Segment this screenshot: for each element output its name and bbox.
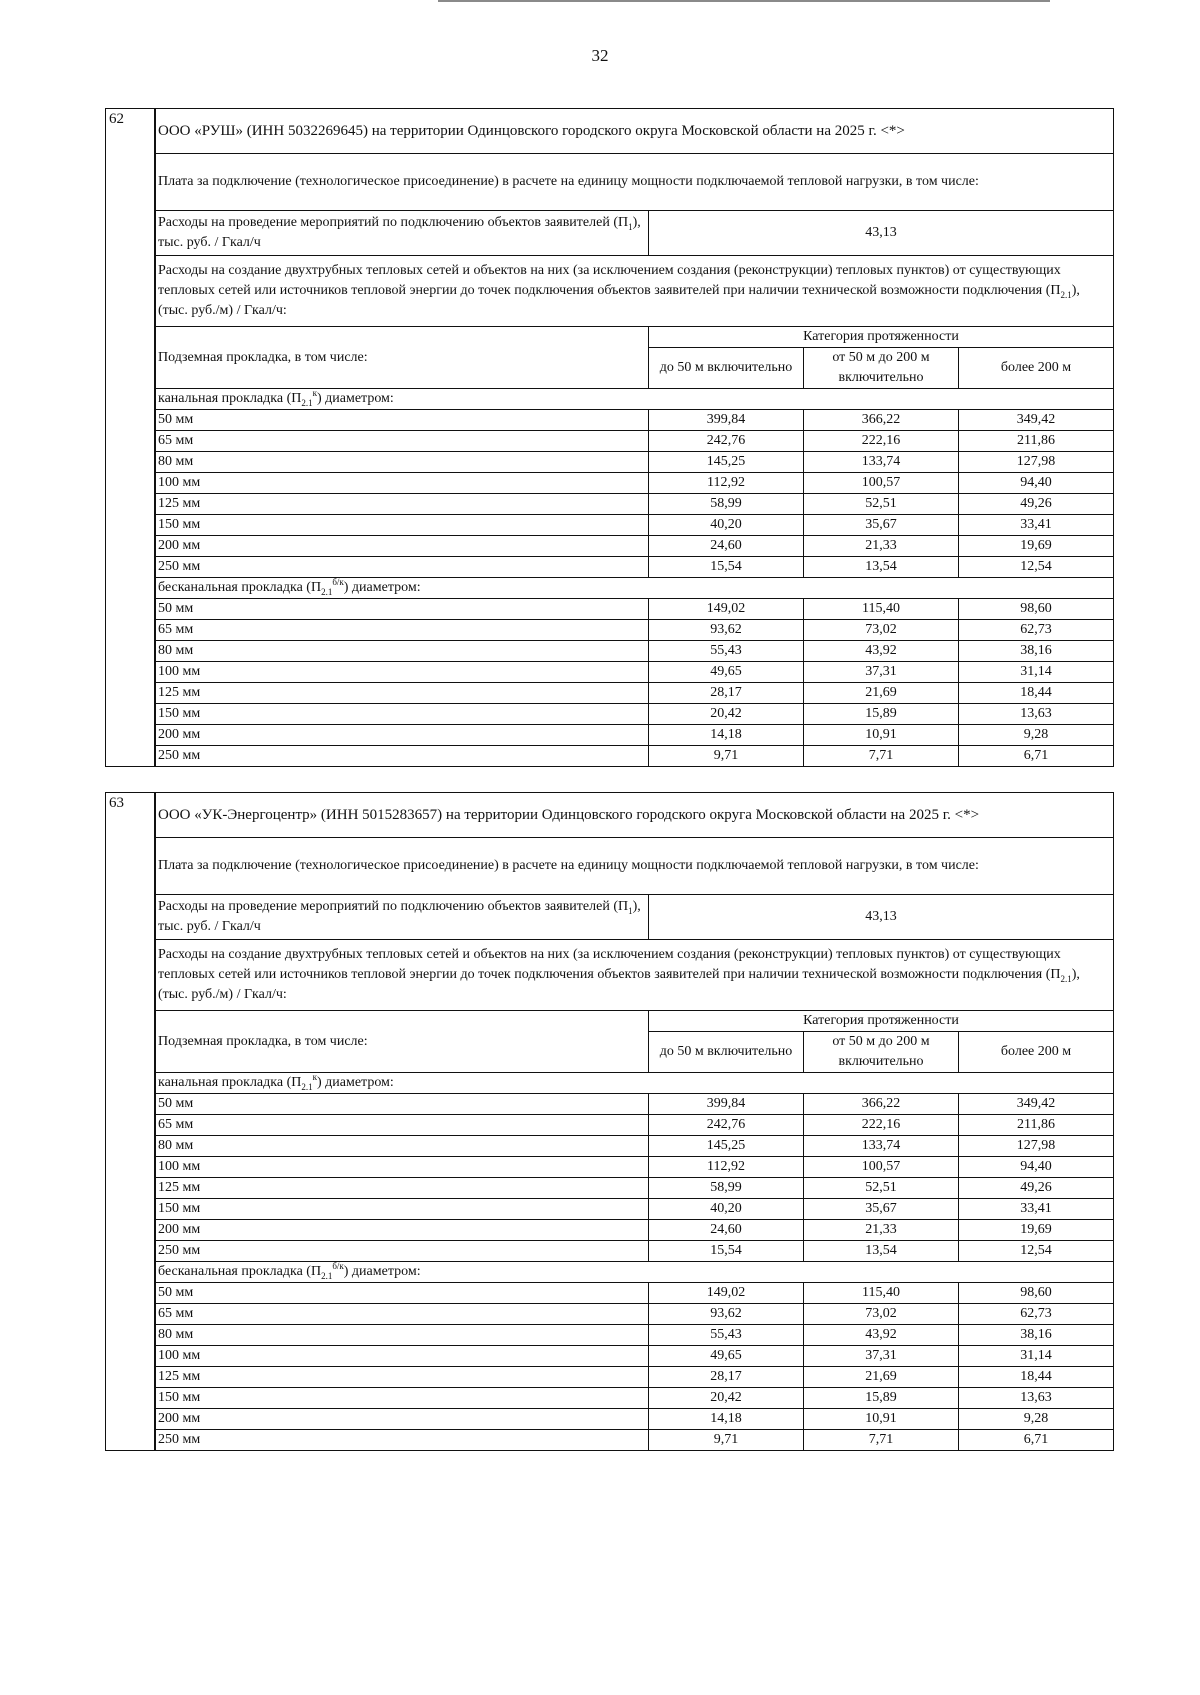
diameter-cell: 150 мм xyxy=(156,515,649,536)
value-up-to-50: 40,20 xyxy=(649,515,804,536)
diameter-cell: 250 мм xyxy=(156,557,649,578)
diameter-cell: 125 мм xyxy=(156,1178,649,1199)
value-50-to-200: 100,57 xyxy=(804,473,959,494)
diameter-cell: 80 мм xyxy=(156,641,649,662)
value-over-200: 62,73 xyxy=(959,1304,1114,1325)
value-up-to-50: 58,99 xyxy=(649,1178,804,1199)
value-up-to-50: 15,54 xyxy=(649,1241,804,1262)
p1-row xyxy=(156,211,1114,256)
value-50-to-200: 115,40 xyxy=(804,599,959,620)
channelless-diameter-row xyxy=(156,683,1114,704)
channelless-diameter-row xyxy=(156,662,1114,683)
diameter-cell: 125 мм xyxy=(156,1367,649,1388)
diameter-cell: 80 мм xyxy=(156,1325,649,1346)
underground-label: Подземная прокладка, в том числе: xyxy=(156,327,649,389)
fee-description: Плата за подключение (технологическое присоединение) в расчете на единицу мощности подключаемой тепловой нагрузки, в том числе: xyxy=(156,154,1114,211)
channelless-laying-header-row xyxy=(156,578,1114,599)
value-50-to-200: 10,91 xyxy=(804,725,959,746)
value-up-to-50: 149,02 xyxy=(649,599,804,620)
value-up-to-50: 28,17 xyxy=(649,1367,804,1388)
value-over-200: 349,42 xyxy=(959,410,1114,431)
value-50-to-200: 7,71 xyxy=(804,746,959,767)
value-up-to-50: 149,02 xyxy=(649,1283,804,1304)
channelless-laying-header-row xyxy=(156,1262,1114,1283)
company-title: ООО «РУШ» (ИНН 5032269645) на территории Одинцовского городского округа Московской области на 2025 г. <*> xyxy=(156,109,1114,154)
value-up-to-50: 24,60 xyxy=(649,1220,804,1241)
channel-diameter-row xyxy=(156,1115,1114,1136)
value-50-to-200: 37,31 xyxy=(804,1346,959,1367)
diameter-cell: 50 мм xyxy=(156,1094,649,1115)
channel-diameter-row xyxy=(156,1199,1114,1220)
value-50-to-200: 7,71 xyxy=(804,1430,959,1451)
value-up-to-50: 14,18 xyxy=(649,1409,804,1430)
value-over-200: 98,60 xyxy=(959,1283,1114,1304)
diameter-cell: 250 мм xyxy=(156,1241,649,1262)
channel-laying-label: канальная прокладка $(П_{2.1}^к)$ диаметром: xyxy=(156,389,1114,410)
tariff-table xyxy=(155,108,1114,767)
value-over-200: 62,73 xyxy=(959,620,1114,641)
diameter-cell: 200 мм xyxy=(156,1409,649,1430)
value-up-to-50: 242,76 xyxy=(649,431,804,452)
diameter-cell: 150 мм xyxy=(156,704,649,725)
value-50-to-200: 15,89 xyxy=(804,704,959,725)
value-over-200: 127,98 xyxy=(959,1136,1114,1157)
value-up-to-50: 145,25 xyxy=(649,1136,804,1157)
channel-diameter-row xyxy=(156,494,1114,515)
value-over-200: 13,63 xyxy=(959,1388,1114,1409)
diameter-cell: 65 мм xyxy=(156,1115,649,1136)
channel-diameter-row xyxy=(156,1241,1114,1262)
column-header-50-to-200: от 50 м до 200 м включительно xyxy=(804,348,959,389)
value-50-to-200: 10,91 xyxy=(804,1409,959,1430)
value-over-200: 211,86 xyxy=(959,431,1114,452)
channel-laying-header-row xyxy=(156,389,1114,410)
channelless-diameter-row xyxy=(156,1325,1114,1346)
channelless-diameter-row xyxy=(156,1367,1114,1388)
value-up-to-50: 49,65 xyxy=(649,662,804,683)
diameter-cell: 125 мм xyxy=(156,494,649,515)
value-up-to-50: 242,76 xyxy=(649,1115,804,1136)
p1-row xyxy=(156,895,1114,940)
p1-label: Расходы на проведение мероприятий по подключению объектов заявителей $(П_1)$, тыс. руб. / Гкал/ч xyxy=(156,895,649,940)
value-up-to-50: 145,25 xyxy=(649,452,804,473)
diameter-cell: 65 мм xyxy=(156,431,649,452)
value-over-200: 9,28 xyxy=(959,725,1114,746)
value-up-to-50: 28,17 xyxy=(649,683,804,704)
channel-diameter-row xyxy=(156,410,1114,431)
value-over-200: 33,41 xyxy=(959,515,1114,536)
diameter-cell: 250 мм xyxy=(156,746,649,767)
value-50-to-200: 13,54 xyxy=(804,557,959,578)
value-50-to-200: 35,67 xyxy=(804,515,959,536)
creation-row xyxy=(156,256,1114,327)
diameter-cell: 80 мм xyxy=(156,1136,649,1157)
company-title: ООО «УК-Энергоцентр» (ИНН 5015283657) на территории Одинцовского городского округа Московской области на 2025 г. <*> xyxy=(156,793,1114,838)
value-over-200: 13,63 xyxy=(959,704,1114,725)
column-header-50-to-200: от 50 м до 200 м включительно xyxy=(804,1032,959,1073)
value-over-200: 211,86 xyxy=(959,1115,1114,1136)
value-over-200: 6,71 xyxy=(959,1430,1114,1451)
tariff-table xyxy=(155,792,1114,1451)
page-number: 32 xyxy=(591,46,609,65)
channel-diameter-row xyxy=(156,1220,1114,1241)
channelless-diameter-row xyxy=(156,1430,1114,1451)
value-over-200: 19,69 xyxy=(959,536,1114,557)
value-50-to-200: 133,74 xyxy=(804,452,959,473)
category-header-row xyxy=(156,327,1114,348)
value-up-to-50: 112,92 xyxy=(649,473,804,494)
creation-description: Расходы на создание двухтрубных тепловых сетей и объектов на них (за исключением создания (реконструкции) тепловых пунктов) от существующих тепловых сетей или источников тепловой энергии до точек подключения объектов заявителей при наличии технической возможности подключения $(П_{2.1})$, (тыс. руб./м) / Гкал/ч: xyxy=(156,256,1114,327)
column-header-up-to-50: до 50 м включительно xyxy=(649,348,804,389)
channel-diameter-row xyxy=(156,536,1114,557)
section-table-wrapper xyxy=(155,108,1113,767)
value-over-200: 12,54 xyxy=(959,557,1114,578)
value-over-200: 19,69 xyxy=(959,1220,1114,1241)
diameter-cell: 65 мм xyxy=(156,1304,649,1325)
creation-row xyxy=(156,940,1114,1011)
channel-diameter-row xyxy=(156,452,1114,473)
title-row xyxy=(156,793,1114,838)
column-header-up-to-50: до 50 м включительно xyxy=(649,1032,804,1073)
value-50-to-200: 73,02 xyxy=(804,1304,959,1325)
channel-diameter-row xyxy=(156,473,1114,494)
value-50-to-200: 115,40 xyxy=(804,1283,959,1304)
value-up-to-50: 399,84 xyxy=(649,1094,804,1115)
p1-label: Расходы на проведение мероприятий по подключению объектов заявителей $(П_1)$, тыс. руб. / Гкал/ч xyxy=(156,211,649,256)
channel-diameter-row xyxy=(156,1157,1114,1178)
value-50-to-200: 43,92 xyxy=(804,641,959,662)
value-up-to-50: 49,65 xyxy=(649,1346,804,1367)
channelless-diameter-row xyxy=(156,620,1114,641)
value-50-to-200: 73,02 xyxy=(804,620,959,641)
channel-diameter-row xyxy=(156,1136,1114,1157)
category-header-row xyxy=(156,1011,1114,1032)
value-50-to-200: 100,57 xyxy=(804,1157,959,1178)
channelless-diameter-row xyxy=(156,1409,1114,1430)
diameter-cell: 100 мм xyxy=(156,662,649,683)
value-up-to-50: 9,71 xyxy=(649,746,804,767)
value-over-200: 127,98 xyxy=(959,452,1114,473)
channelless-diameter-row xyxy=(156,704,1114,725)
value-50-to-200: 366,22 xyxy=(804,410,959,431)
value-50-to-200: 52,51 xyxy=(804,1178,959,1199)
channelless-diameter-row xyxy=(156,725,1114,746)
value-up-to-50: 55,43 xyxy=(649,641,804,662)
diameter-cell: 50 мм xyxy=(156,410,649,431)
column-header-over-200: более 200 м xyxy=(959,1032,1114,1073)
diameter-cell: 100 мм xyxy=(156,1157,649,1178)
underground-label: Подземная прокладка, в том числе: xyxy=(156,1011,649,1073)
diameter-cell: 80 мм xyxy=(156,452,649,473)
category-header: Категория протяженности xyxy=(649,1011,1114,1032)
section-number: 63 xyxy=(109,795,124,811)
channel-diameter-row xyxy=(156,515,1114,536)
diameter-cell: 100 мм xyxy=(156,473,649,494)
value-up-to-50: 24,60 xyxy=(649,536,804,557)
value-50-to-200: 222,16 xyxy=(804,431,959,452)
value-over-200: 94,40 xyxy=(959,1157,1114,1178)
section-table-wrapper xyxy=(155,792,1113,1451)
value-50-to-200: 13,54 xyxy=(804,1241,959,1262)
value-up-to-50: 93,62 xyxy=(649,1304,804,1325)
value-over-200: 38,16 xyxy=(959,641,1114,662)
channel-laying-label: канальная прокладка $(П_{2.1}^к)$ диаметром: xyxy=(156,1073,1114,1094)
diameter-cell: 200 мм xyxy=(156,1220,649,1241)
channelless-laying-label: бесканальная прокладка $(П_{2.1}^{б/к})$ диаметром: xyxy=(156,1262,1114,1283)
tariff-section-63 xyxy=(105,792,1113,1451)
title-row xyxy=(156,109,1114,154)
value-over-200: 49,26 xyxy=(959,494,1114,515)
value-over-200: 349,42 xyxy=(959,1094,1114,1115)
value-50-to-200: 21,69 xyxy=(804,683,959,704)
channelless-diameter-row xyxy=(156,1388,1114,1409)
channelless-diameter-row xyxy=(156,1346,1114,1367)
diameter-cell: 50 мм xyxy=(156,599,649,620)
channel-diameter-row xyxy=(156,1178,1114,1199)
category-header: Категория протяженности xyxy=(649,327,1114,348)
p1-value: 43,13 xyxy=(649,211,1114,256)
channel-diameter-row xyxy=(156,1094,1114,1115)
value-50-to-200: 222,16 xyxy=(804,1115,959,1136)
value-over-200: 98,60 xyxy=(959,599,1114,620)
value-up-to-50: 20,42 xyxy=(649,704,804,725)
channelless-diameter-row xyxy=(156,641,1114,662)
value-50-to-200: 21,69 xyxy=(804,1367,959,1388)
tariff-section-62 xyxy=(105,108,1113,767)
value-up-to-50: 14,18 xyxy=(649,725,804,746)
value-over-200: 18,44 xyxy=(959,1367,1114,1388)
value-50-to-200: 37,31 xyxy=(804,662,959,683)
value-over-200: 6,71 xyxy=(959,746,1114,767)
channelless-laying-label: бесканальная прокладка $(П_{2.1}^{б/к})$ диаметром: xyxy=(156,578,1114,599)
value-up-to-50: 58,99 xyxy=(649,494,804,515)
value-up-to-50: 399,84 xyxy=(649,410,804,431)
value-over-200: 94,40 xyxy=(959,473,1114,494)
value-up-to-50: 93,62 xyxy=(649,620,804,641)
channel-laying-header-row xyxy=(156,1073,1114,1094)
diameter-cell: 150 мм xyxy=(156,1388,649,1409)
value-up-to-50: 40,20 xyxy=(649,1199,804,1220)
value-50-to-200: 21,33 xyxy=(804,1220,959,1241)
value-up-to-50: 55,43 xyxy=(649,1325,804,1346)
column-header-over-200: более 200 м xyxy=(959,348,1114,389)
diameter-cell: 150 мм xyxy=(156,1199,649,1220)
value-50-to-200: 366,22 xyxy=(804,1094,959,1115)
diameter-cell: 200 мм xyxy=(156,725,649,746)
channel-diameter-row xyxy=(156,557,1114,578)
channelless-diameter-row xyxy=(156,1304,1114,1325)
value-up-to-50: 9,71 xyxy=(649,1430,804,1451)
value-over-200: 9,28 xyxy=(959,1409,1114,1430)
value-over-200: 49,26 xyxy=(959,1178,1114,1199)
value-over-200: 33,41 xyxy=(959,1199,1114,1220)
creation-description: Расходы на создание двухтрубных тепловых сетей и объектов на них (за исключением создания (реконструкции) тепловых пунктов) от существующих тепловых сетей или источников тепловой энергии до точек подключения объектов заявителей при наличии технической возможности подключения $(П_{2.1})$, (тыс. руб./м) / Гкал/ч: xyxy=(156,940,1114,1011)
diameter-cell: 100 мм xyxy=(156,1346,649,1367)
diameter-cell: 65 мм xyxy=(156,620,649,641)
value-over-200: 18,44 xyxy=(959,683,1114,704)
value-up-to-50: 15,54 xyxy=(649,557,804,578)
fee-description: Плата за подключение (технологическое присоединение) в расчете на единицу мощности подключаемой тепловой нагрузки, в том числе: xyxy=(156,838,1114,895)
diameter-cell: 50 мм xyxy=(156,1283,649,1304)
section-number-cell xyxy=(105,108,155,767)
value-over-200: 38,16 xyxy=(959,1325,1114,1346)
diameter-cell: 250 мм xyxy=(156,1430,649,1451)
fee-row xyxy=(156,838,1114,895)
value-over-200: 31,14 xyxy=(959,1346,1114,1367)
value-up-to-50: 20,42 xyxy=(649,1388,804,1409)
section-number-cell xyxy=(105,792,155,1451)
value-over-200: 12,54 xyxy=(959,1241,1114,1262)
diameter-cell: 200 мм xyxy=(156,536,649,557)
value-50-to-200: 43,92 xyxy=(804,1325,959,1346)
channelless-diameter-row xyxy=(156,1283,1114,1304)
scan-border-line xyxy=(438,0,1050,2)
value-50-to-200: 15,89 xyxy=(804,1388,959,1409)
section-number: 62 xyxy=(109,111,124,127)
p1-value: 43,13 xyxy=(649,895,1114,940)
channel-diameter-row xyxy=(156,431,1114,452)
value-over-200: 31,14 xyxy=(959,662,1114,683)
value-50-to-200: 35,67 xyxy=(804,1199,959,1220)
value-up-to-50: 112,92 xyxy=(649,1157,804,1178)
value-50-to-200: 21,33 xyxy=(804,536,959,557)
channelless-diameter-row xyxy=(156,746,1114,767)
diameter-cell: 125 мм xyxy=(156,683,649,704)
value-50-to-200: 52,51 xyxy=(804,494,959,515)
channelless-diameter-row xyxy=(156,599,1114,620)
fee-row xyxy=(156,154,1114,211)
value-50-to-200: 133,74 xyxy=(804,1136,959,1157)
